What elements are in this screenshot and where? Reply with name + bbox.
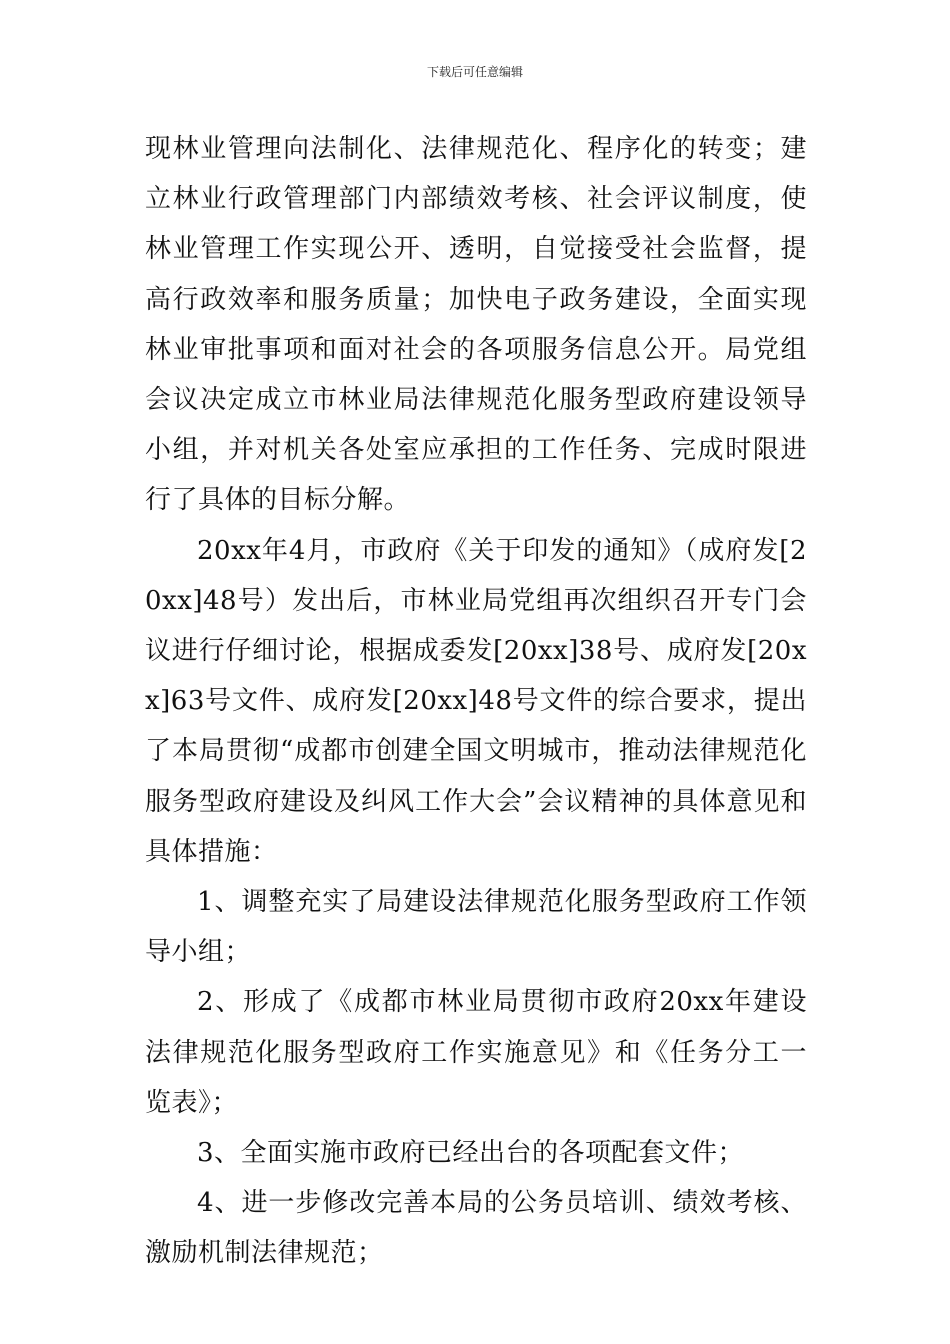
document-body bbox=[145, 124, 807, 1279]
paragraph-intro: 现林业管理向法制化、法律规范化、程序化的转变；建立林业行政管理部门内部绩效考核、社会评议制度，使林业管理工作实现公开、透明，自觉接受社会监督，提高行政效率和服务质量；加快电子政务建设，全面实现林业审批事项和面对社会的各项服务信息公开。局党组会议决定成立市林业局法律规范化服务型政府建设领导小组，并对机关各处室应承担的工作任务、完成时限进行了具体的目标分解。 bbox=[145, 134, 807, 516]
list-item-4: 4、进一步修改完善本局的公务员培训、绩效考核、激励机制法律规范； bbox=[145, 1188, 807, 1269]
paragraph-april-notice: 20xx年4月，市政府《关于印发的通知》（成府发[20xx]48号）发出后，市林业局党组再次组织召开专门会议进行仔细讨论，根据成委发[20xx]38号、成府发[20xx]63号文件、成府发[20xx]48号文件的综合要求，提出了本局贯彻“成都市创建全国文明城市，推动法律规范化服务型政府建设及纠风工作大会”会议精神的具体意见和具体措施： bbox=[145, 535, 807, 867]
list-item-3: 3、全面实施市政府已经出台的各项配套文件； bbox=[197, 1138, 745, 1169]
list-item-2: 2、形成了《成都市林业局贯彻市政府20xx年建设法律规范化服务型政府工作实施意见》和《任务分工一览表》； bbox=[145, 987, 807, 1118]
page-header: 下载后可任意编辑 bbox=[426, 65, 523, 79]
list-item-1: 1、调整充实了局建设法律规范化服务型政府工作领导小组； bbox=[145, 887, 807, 968]
